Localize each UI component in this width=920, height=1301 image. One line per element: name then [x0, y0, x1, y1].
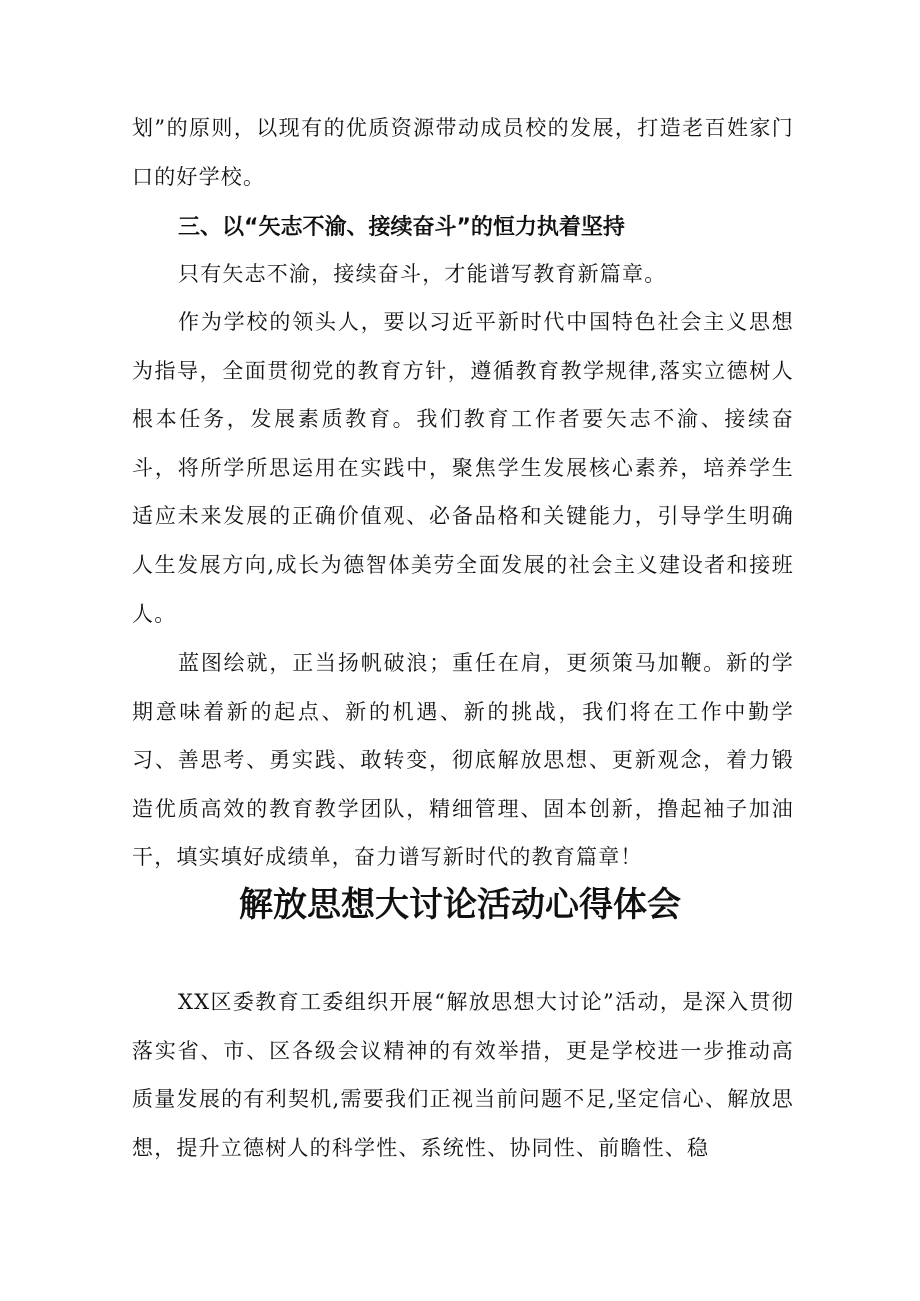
- paragraph-leadership: 作为学校的领头人，要以习近平新时代中国特色社会主义思想为指导，全面贯彻党的教育方针，遵循教育教学规律,落实立德树人根本任务，发展素质教育。我们教育工作者要矢志不渝、接续奋斗，将所学所思运用在实践中，聚焦学生发展核心素养，培养学生适应未来发展的正确价值观、必备品格和关键能力，引导学生明确人生发展方向,成长为德智体美劳全面发展的社会主义建设者和接班人。: [132, 310, 794, 626]
- paragraph-blueprint: 蓝图绘就，正当扬帆破浪；重任在肩，更须策马加鞭。新的学期意味着新的起点、新的机遇、新的挑战，我们将在工作中勤学习、善思考、勇实践、敢转变，彻底解放思想、更新观念，着力锻造优质高效的教育教学团队，精细管理、固本创新，撸起袖子加油干，填实填好成绩单，奋力谱写新时代的教育篇章！: [132, 651, 794, 870]
- second-article-paragraph: XX区委教育工委组织开展“解放思想大讨论”活动，是深入贯彻落实省、市、区各级会议精神的有效举措，更是学校进一步推动高质量发展的有利契机,需要我们正视当前问题不足,坚定信心、解放思想，提升立德树人的科学性、系统性、协同性、前瞻性、稳: [132, 990, 794, 1160]
- continuation-paragraph: 划”的原则，以现有的优质资源带动成员校的发展，打造老百姓家门口的好学校。: [132, 116, 794, 189]
- section-heading: 三、以“矢志不渝、接续奋斗”的恒力执着坚持: [178, 215, 625, 240]
- paragraph-resolve: 只有矢志不渝，接续奋斗，才能谱写教育新篇章。: [178, 262, 667, 286]
- second-article-title: 解放思想大讨论活动心得体会: [239, 885, 681, 925]
